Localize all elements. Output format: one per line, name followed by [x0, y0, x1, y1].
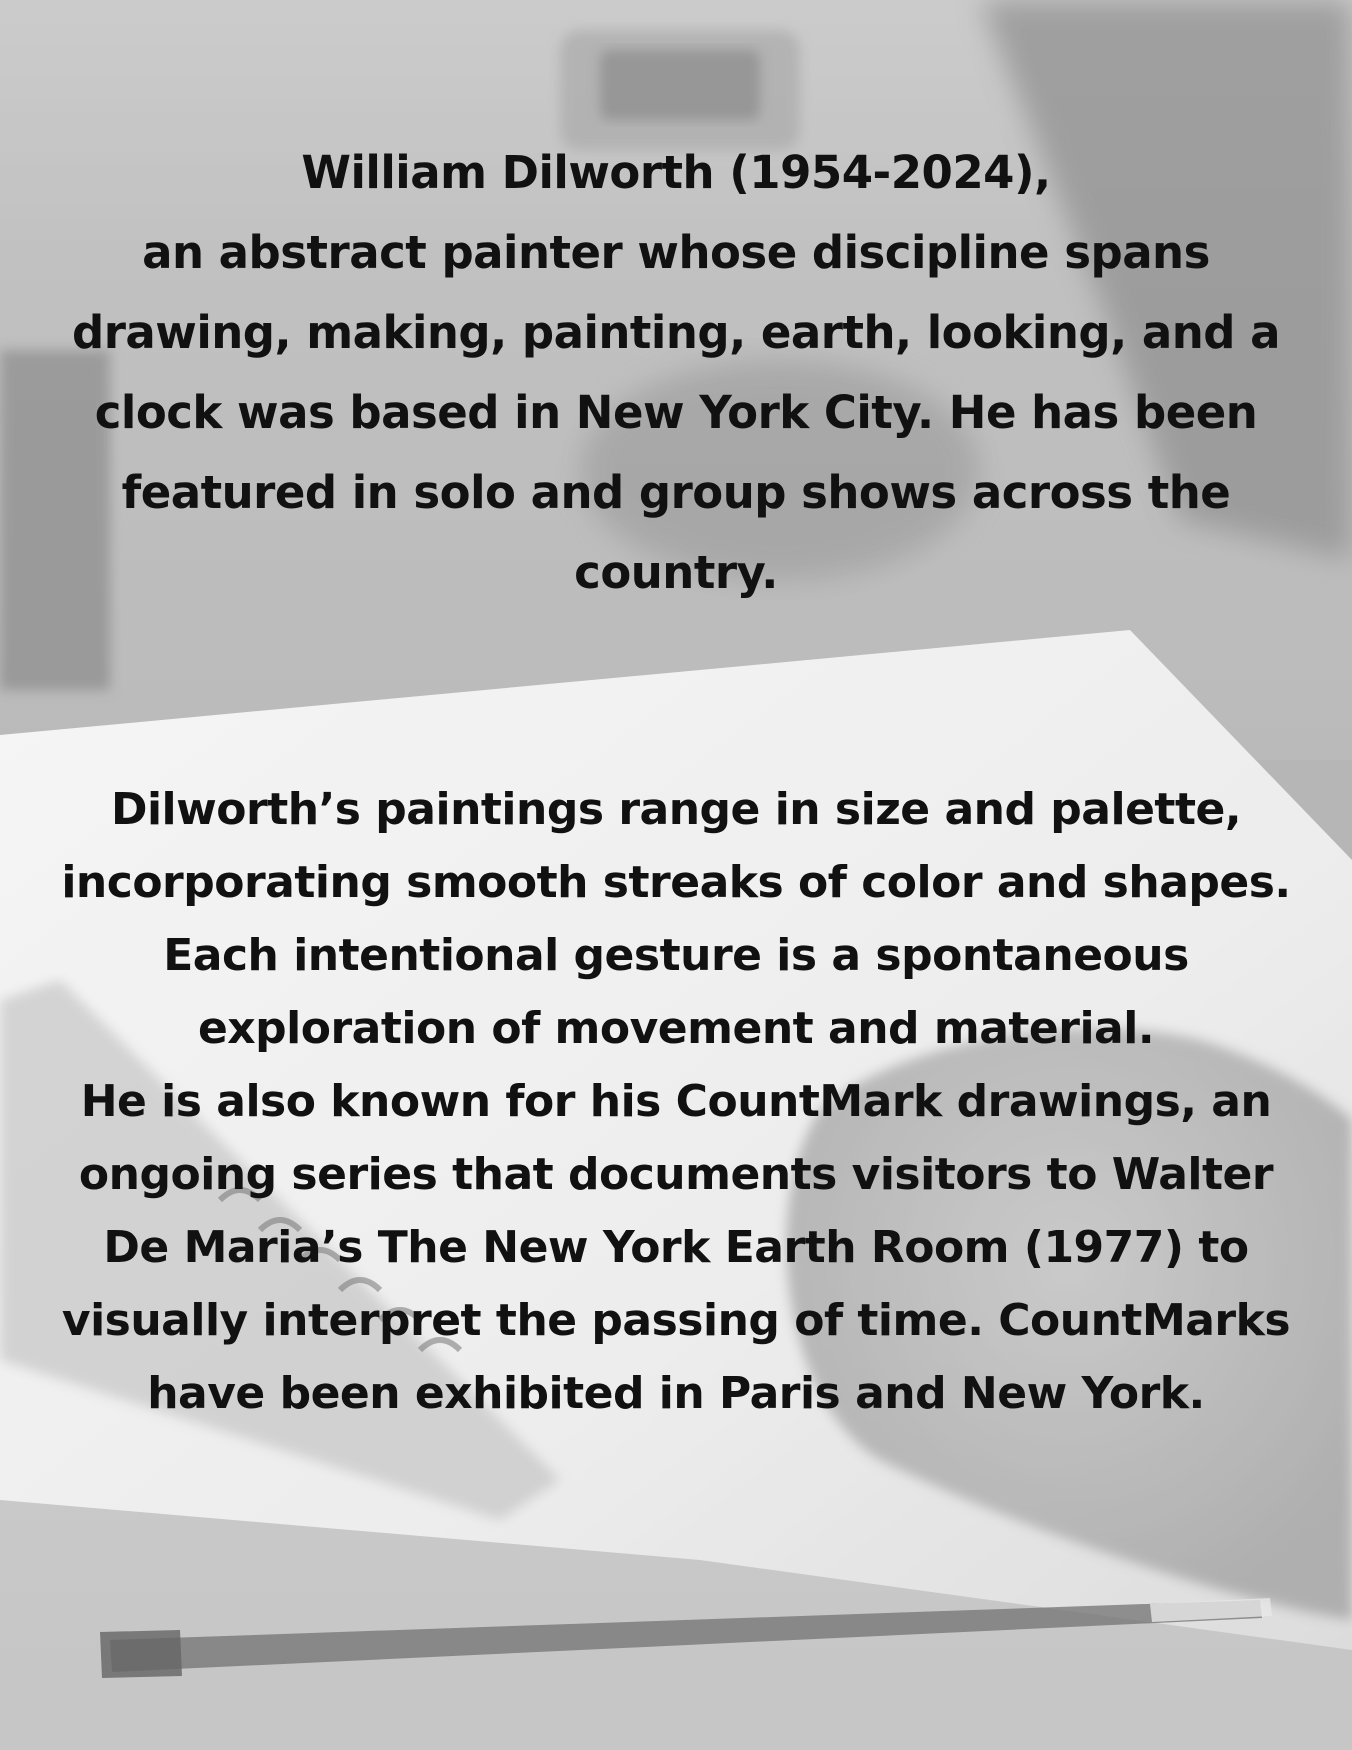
- body-text: [60, 773, 1292, 1430]
- artist-description: an abstract painter whose discipline spans drawing, making, painting, earth, looking, and a clock was based in New York City. He has been featured in solo and group shows across the country.: [71, 226, 1281, 599]
- artist-name-dates: William Dilworth (1954-2024),: [301, 146, 1051, 199]
- intro-text: [60, 133, 1292, 613]
- paintings-paragraph: Dilworth’s paintings range in size and palette, incorporating smooth streaks of color and shapes. Each intentional gesture is a spontaneous exploration of movement and material.: [61, 784, 1291, 1054]
- countmark-paragraph: He is also known for his CountMark drawings, an ongoing series that documents visitors to Walter De Maria’s The New York Earth Room (1977) to visually interpret the passing of time. CountMarks have been exhibited in Paris and New York.: [61, 1076, 1291, 1419]
